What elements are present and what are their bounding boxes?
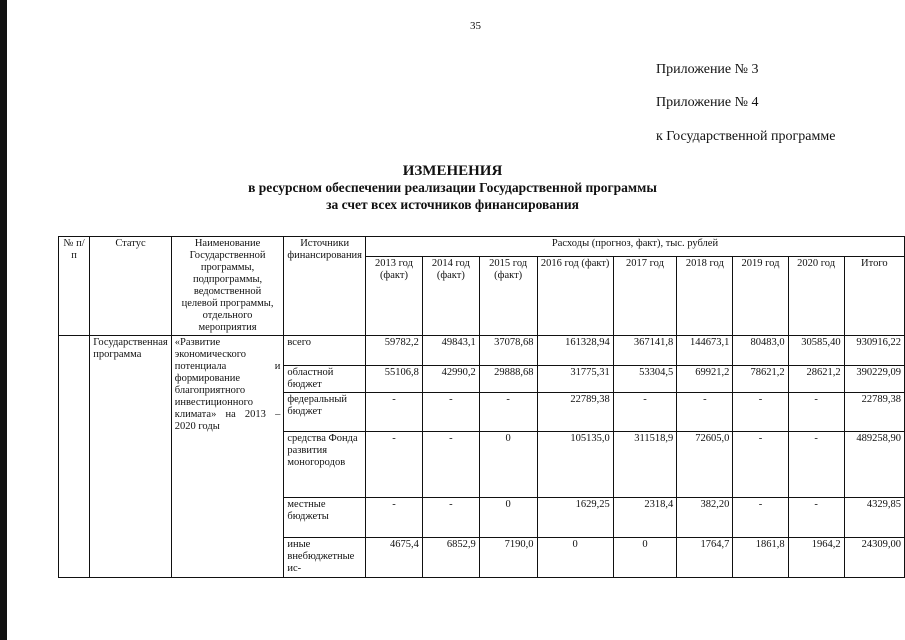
value-cell: 42990,2 — [422, 366, 479, 393]
value-cell: 367141,8 — [613, 336, 677, 366]
value-cell: 161328,94 — [537, 336, 613, 366]
source-cell: иные внебюджетные ис- — [284, 538, 366, 578]
value-cell: 29888,68 — [479, 366, 537, 393]
source-cell: областной бюджет — [284, 366, 366, 393]
table-row — [59, 336, 905, 366]
header-num: № п/п — [59, 237, 90, 336]
value-cell: 22789,38 — [537, 393, 613, 432]
value-cell: - — [788, 393, 844, 432]
value-cell: 489258,90 — [844, 432, 904, 498]
header-year: 2014 год (факт) — [422, 257, 479, 336]
value-cell: 1764,7 — [677, 538, 733, 578]
value-cell: 0 — [479, 432, 537, 498]
header-year: 2018 год — [677, 257, 733, 336]
value-cell: 53304,5 — [613, 366, 677, 393]
header-year: 2013 год (факт) — [366, 257, 423, 336]
value-cell: 105135,0 — [537, 432, 613, 498]
header-expenses: Расходы (прогноз, факт), тыс. рублей — [366, 237, 905, 257]
value-cell: - — [733, 498, 788, 538]
value-cell: - — [422, 432, 479, 498]
appendix-line-3: к Государственной программе — [656, 129, 836, 144]
value-cell: 7190,0 — [479, 538, 537, 578]
value-cell: 31775,31 — [537, 366, 613, 393]
value-cell: 311518,9 — [613, 432, 677, 498]
doc-subtitle-1: в ресурсном обеспечении реализации Государственной программы — [248, 180, 657, 195]
value-cell: 4675,4 — [366, 538, 423, 578]
header-year: 2020 год — [788, 257, 844, 336]
value-cell: 2318,4 — [613, 498, 677, 538]
value-cell: 0 — [537, 538, 613, 578]
value-cell: - — [733, 393, 788, 432]
value-cell: 78621,2 — [733, 366, 788, 393]
header-year: 2015 год (факт) — [479, 257, 537, 336]
value-cell: 59782,2 — [366, 336, 423, 366]
header-year: 2017 год — [613, 257, 677, 336]
value-cell: - — [479, 393, 537, 432]
appendix-line-1: Приложение № 3 — [656, 62, 759, 77]
value-cell: 4329,85 — [844, 498, 904, 538]
page-number: 35 — [470, 20, 481, 32]
source-cell: средства Фонда развития моногородов — [284, 432, 366, 498]
header-total: Итого — [844, 257, 904, 336]
value-cell: 72605,0 — [677, 432, 733, 498]
value-cell: 30585,40 — [788, 336, 844, 366]
row-num-cell — [59, 336, 90, 578]
value-cell: - — [366, 432, 423, 498]
value-cell: - — [613, 393, 677, 432]
value-cell: 390229,09 — [844, 366, 904, 393]
value-cell: 80483,0 — [733, 336, 788, 366]
header-year: 2019 год — [733, 257, 788, 336]
value-cell: 382,20 — [677, 498, 733, 538]
value-cell: 930916,22 — [844, 336, 904, 366]
value-cell: 144673,1 — [677, 336, 733, 366]
value-cell: - — [677, 393, 733, 432]
appendix-line-2: Приложение № 4 — [656, 95, 759, 110]
value-cell: 0 — [613, 538, 677, 578]
value-cell: 1964,2 — [788, 538, 844, 578]
value-cell: 28621,2 — [788, 366, 844, 393]
header-row-1 — [59, 237, 905, 257]
header-name: Наименование Государственной программы, подпрограммы, ведомственной целевой программы, отдельного мероприятия — [171, 237, 284, 336]
value-cell: - — [422, 498, 479, 538]
status-cell: Государственная программа — [90, 336, 172, 578]
value-cell: - — [422, 393, 479, 432]
value-cell: 22789,38 — [844, 393, 904, 432]
header-status: Статус — [90, 237, 172, 336]
value-cell: 37078,68 — [479, 336, 537, 366]
scan-edge — [0, 0, 7, 640]
value-cell: 69921,2 — [677, 366, 733, 393]
source-cell: федеральный бюджет — [284, 393, 366, 432]
source-cell: местные бюджеты — [284, 498, 366, 538]
value-cell: 49843,1 — [422, 336, 479, 366]
program-name-cell: «Развитие экономического потенциала и формирование благоприятного инвестиционного климата» на 2013 – 2020 годы — [171, 336, 284, 578]
value-cell: - — [366, 498, 423, 538]
header-source: Источники финансирования — [284, 237, 366, 336]
value-cell: 1629,25 — [537, 498, 613, 538]
value-cell: 24309,00 — [844, 538, 904, 578]
value-cell: 55106,8 — [366, 366, 423, 393]
source-cell: всего — [284, 336, 366, 366]
value-cell: - — [788, 432, 844, 498]
value-cell: - — [366, 393, 423, 432]
header-year: 2016 год (факт) — [537, 257, 613, 336]
value-cell: - — [733, 432, 788, 498]
value-cell: 6852,9 — [422, 538, 479, 578]
value-cell: 0 — [479, 498, 537, 538]
resource-table — [58, 236, 905, 578]
doc-subtitle-2: за счет всех источников финансирования — [326, 197, 579, 212]
value-cell: 1861,8 — [733, 538, 788, 578]
value-cell: - — [788, 498, 844, 538]
doc-title: ИЗМЕНЕНИЯ — [402, 163, 503, 179]
